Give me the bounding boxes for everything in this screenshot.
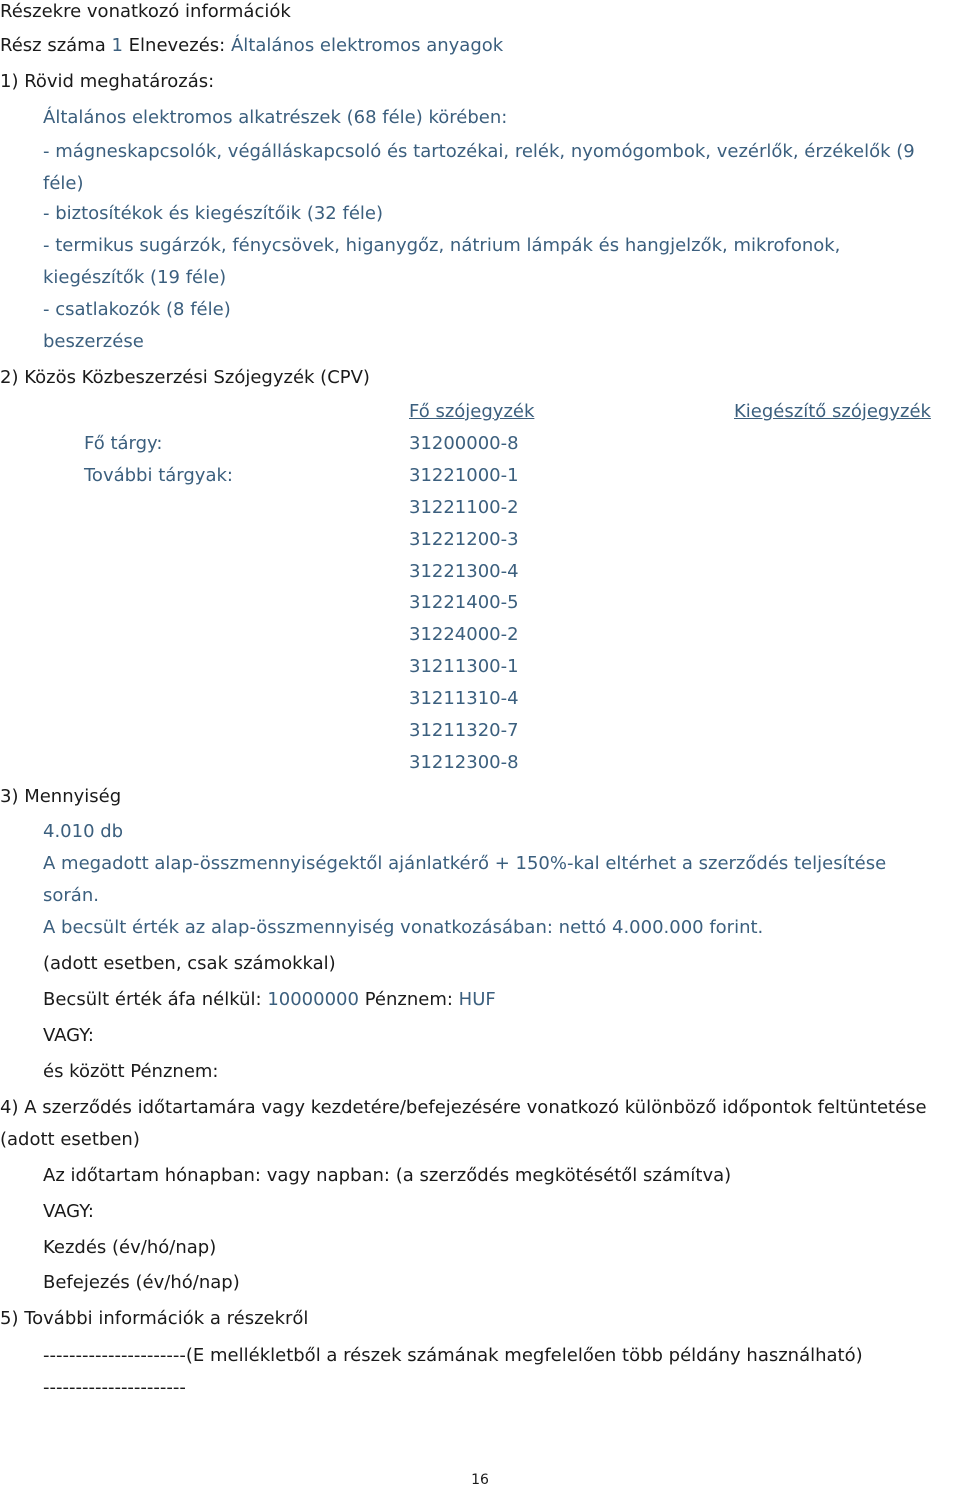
estimated-value-label: Becsült érték áfa nélkül: [43, 989, 262, 1010]
quantity-heading: 3) Mennyiség [0, 786, 122, 807]
cpv-main-subject-code: 31200000-8 [409, 433, 519, 454]
section-title: Részekre vonatkozó információk [0, 1, 291, 22]
currency-value: HUF [458, 989, 496, 1010]
further-info-heading: 5) További információk a részekről [0, 1308, 309, 1329]
quantity-amount: 4.010 db [43, 821, 124, 842]
cpv-additional-label: További tárgyak: [84, 465, 233, 486]
short-description-line: - biztosítékok és kiegészítőik (32 féle) [43, 203, 383, 224]
estimated-value-amount: 10000000 [267, 989, 359, 1010]
cpv-code: 31221200-3 [409, 529, 519, 550]
short-description-line: - csatlakozók (8 féle) [43, 299, 231, 320]
duration-heading-cont: (adott esetben) [0, 1129, 140, 1150]
short-description-line: - mágneskapcsolók, végálláskapcsoló és tartozékai, relék, nyomógombok, vezérlők, érzékelők (9 [43, 141, 915, 162]
cpv-code: 31211300-1 [409, 656, 519, 677]
cpv-code: 31211320-7 [409, 720, 519, 741]
quantity-range-label: és között Pénznem: [43, 1061, 219, 1082]
cpv-supplementary-vocabulary-header: Kiegészítő szójegyzék [734, 401, 931, 422]
cpv-code: 31221000-1 [409, 465, 519, 486]
quantity-or-label: VAGY: [43, 1025, 94, 1046]
cpv-code: 31221100-2 [409, 497, 519, 518]
part-name-value: Általános elektromos anyagok [230, 35, 504, 56]
duration-start-label: Kezdés (év/hó/nap) [43, 1237, 217, 1258]
duration-months-line: Az időtartam hónapban: vagy napban: (a szerződés megkötésétől számítva) [43, 1165, 732, 1186]
cpv-code: 31221400-5 [409, 592, 519, 613]
cpv-code: 31211310-4 [409, 688, 519, 709]
part-line [0, 35, 503, 57]
short-description-line: kiegészítők (19 féle) [43, 267, 227, 288]
short-description-line: beszerzése [43, 331, 144, 352]
duration-heading: 4) A szerződés időtartamára vagy kezdetére/befejezésére vonatkozó különböző időpontok feltüntetése [0, 1097, 927, 1118]
part-name-label: Elnevezés: [128, 35, 226, 56]
cpv-main-subject-label: Fő tárgy: [84, 433, 163, 454]
cpv-code: 31212300-8 [409, 752, 519, 773]
duration-or-label: VAGY: [43, 1201, 94, 1222]
short-description-heading: 1) Rövid meghatározás: [0, 71, 215, 92]
page-number: 16 [471, 1472, 489, 1488]
short-description-line: Általános elektromos alkatrészek (68 féle) körében: [43, 107, 508, 128]
short-description-line: féle) [43, 173, 84, 194]
quantity-note: A megadott alap-összmennyiségektől ajánlatkérő + 150%-kal eltérhet a szerződés teljesítése [43, 853, 887, 874]
further-info-dashes: ----------------------(E mellékletből a részek számának megfelelően több példány használható) [43, 1345, 863, 1366]
cpv-heading: 2) Közös Közbeszerzési Szójegyzék (CPV) [0, 367, 370, 388]
cpv-code: 31224000-2 [409, 624, 519, 645]
quantity-note: során. [43, 885, 99, 906]
estimated-value-line [43, 989, 496, 1011]
currency-label: Pénznem: [364, 989, 453, 1010]
short-description-line: - termikus sugárzók, fénycsövek, higanygőz, nátrium lámpák és hangjelzők, mikrofonok, [43, 235, 841, 256]
cpv-code: 31221300-4 [409, 561, 519, 582]
cpv-main-vocabulary-header: Fő szójegyzék [409, 401, 535, 422]
part-number: 1 [111, 35, 123, 56]
part-label: Rész száma [0, 35, 106, 56]
duration-end-label: Befejezés (év/hó/nap) [43, 1272, 240, 1293]
quantity-estimate: A becsült érték az alap-összmennyiség vonatkozásában: nettó 4.000.000 forint. [43, 917, 764, 938]
further-info-dashes-end: ---------------------- [43, 1377, 186, 1398]
quantity-optional-note: (adott esetben, csak számokkal) [43, 953, 336, 974]
